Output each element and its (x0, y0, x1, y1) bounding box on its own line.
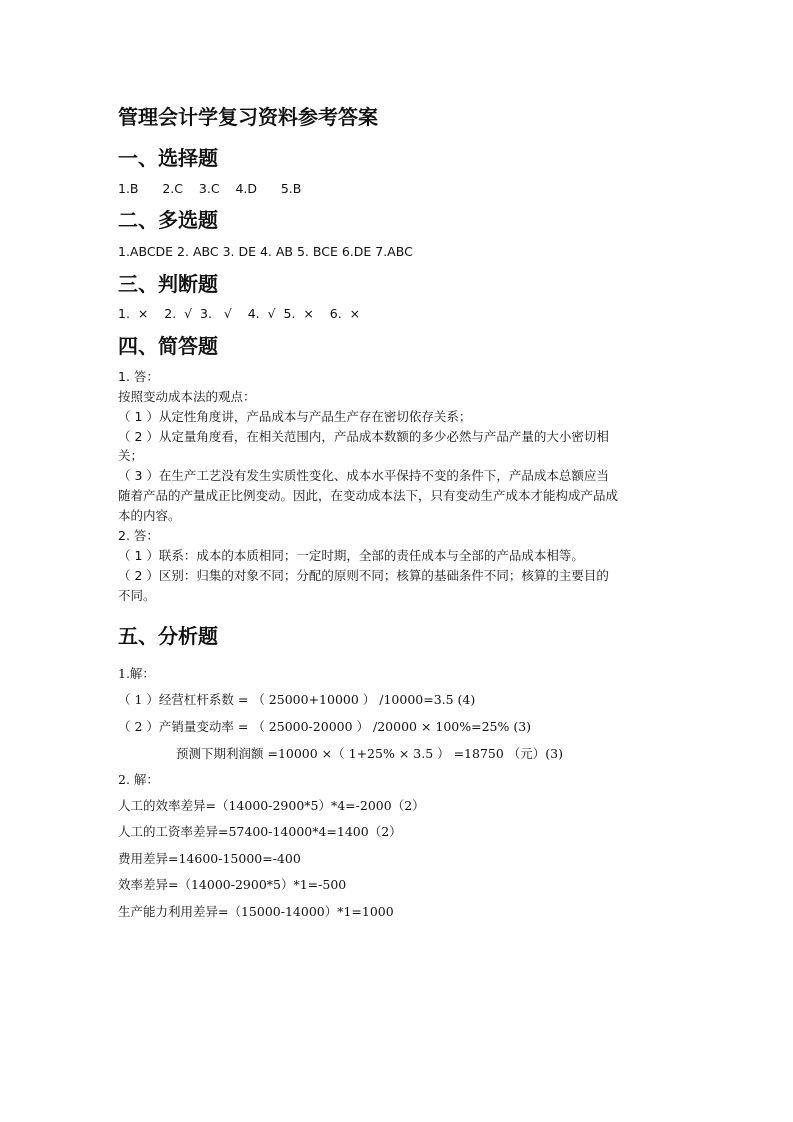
analysis-line: 1.解： (118, 666, 155, 681)
short-answer-line: （ 2 ）从定量角度看，在相关范围内，产品成本数额的多少必然与产品产量的大小密切相 (118, 429, 609, 444)
short-answer-line: 1. 答： (118, 369, 159, 384)
short-answer-line: 2. 答： (118, 528, 159, 543)
analysis-line: 生产能力利用差异=（15000-14000）*1=1000 (118, 904, 394, 919)
section-heading-analysis: 五、分析题 (118, 624, 218, 648)
analysis-line: （ 2 ）产销量变动率 = （ 25000-20000 ） /20000 × 100%=25% (3) (118, 719, 532, 734)
choice-answers: 1.B 2.C 3.C 4.D 5.B (118, 181, 302, 196)
short-answer-line: 按照变动成本法的观点： (118, 389, 256, 404)
short-answer-line: （ 3 ）在生产工艺没有发生实质性变化、成本水平保持不变的条件下，产品成本总额应当 (118, 468, 609, 483)
judge-answers: 1. × 2. √ 3. √ 4. √ 5. × 6. × (118, 306, 361, 321)
short-answer-line: （ 1 ）联系：成本的本质相同；一定时期，全部的责任成本与全部的产品成本相等。 (118, 548, 584, 563)
analysis-line: 2. 解： (118, 772, 159, 787)
short-answer-line: 关； (118, 448, 144, 463)
section-heading-choice: 一、选择题 (118, 146, 218, 170)
analysis-line: 人工的工资率差异=57400-14000*4=1400（2） (118, 824, 402, 839)
analysis-line: （ 1 ）经营杠杆系数 = （ 25000+10000 ） /10000=3.5 (4) (118, 692, 476, 707)
analysis-line: 费用差异=14600-15000=-400 (118, 851, 301, 866)
short-answer-line: 本的内容。 (118, 508, 181, 523)
document-title: 管理会计学复习资料参考答案 (118, 105, 378, 129)
analysis-line: 效率差异=（14000-2900*5）*1=-500 (118, 877, 347, 892)
analysis-line: 人工的效率差异=（14000-2900*5）*4=-2000（2） (118, 798, 425, 813)
section-heading-judge: 三、判断题 (118, 272, 218, 296)
short-answer-line: （ 1 ）从定性角度讲，产品成本与产品生产存在密切依存关系； (118, 409, 472, 424)
short-answer-line: 不同。 (118, 588, 156, 603)
section-heading-multi: 二、多选题 (118, 208, 218, 232)
section-heading-short-answer: 四、简答题 (118, 334, 218, 358)
analysis-line: 预测下期利润额 =10000 ×（ 1+25% × 3.5 ） =18750 （元）(3) (176, 746, 564, 761)
multi-answers: 1.ABCDE 2. ABC 3. DE 4. AB 5. BCE 6.DE 7.ABC (118, 244, 413, 259)
short-answer-line: 随着产品的产量成正比例变动。因此，在变动成本法下，只有变动生产成本才能构成产品成 (118, 488, 619, 503)
short-answer-line: （ 2 ）区别：归集的对象不同；分配的原则不同；核算的基础条件不同；核算的主要目的 (118, 568, 609, 583)
